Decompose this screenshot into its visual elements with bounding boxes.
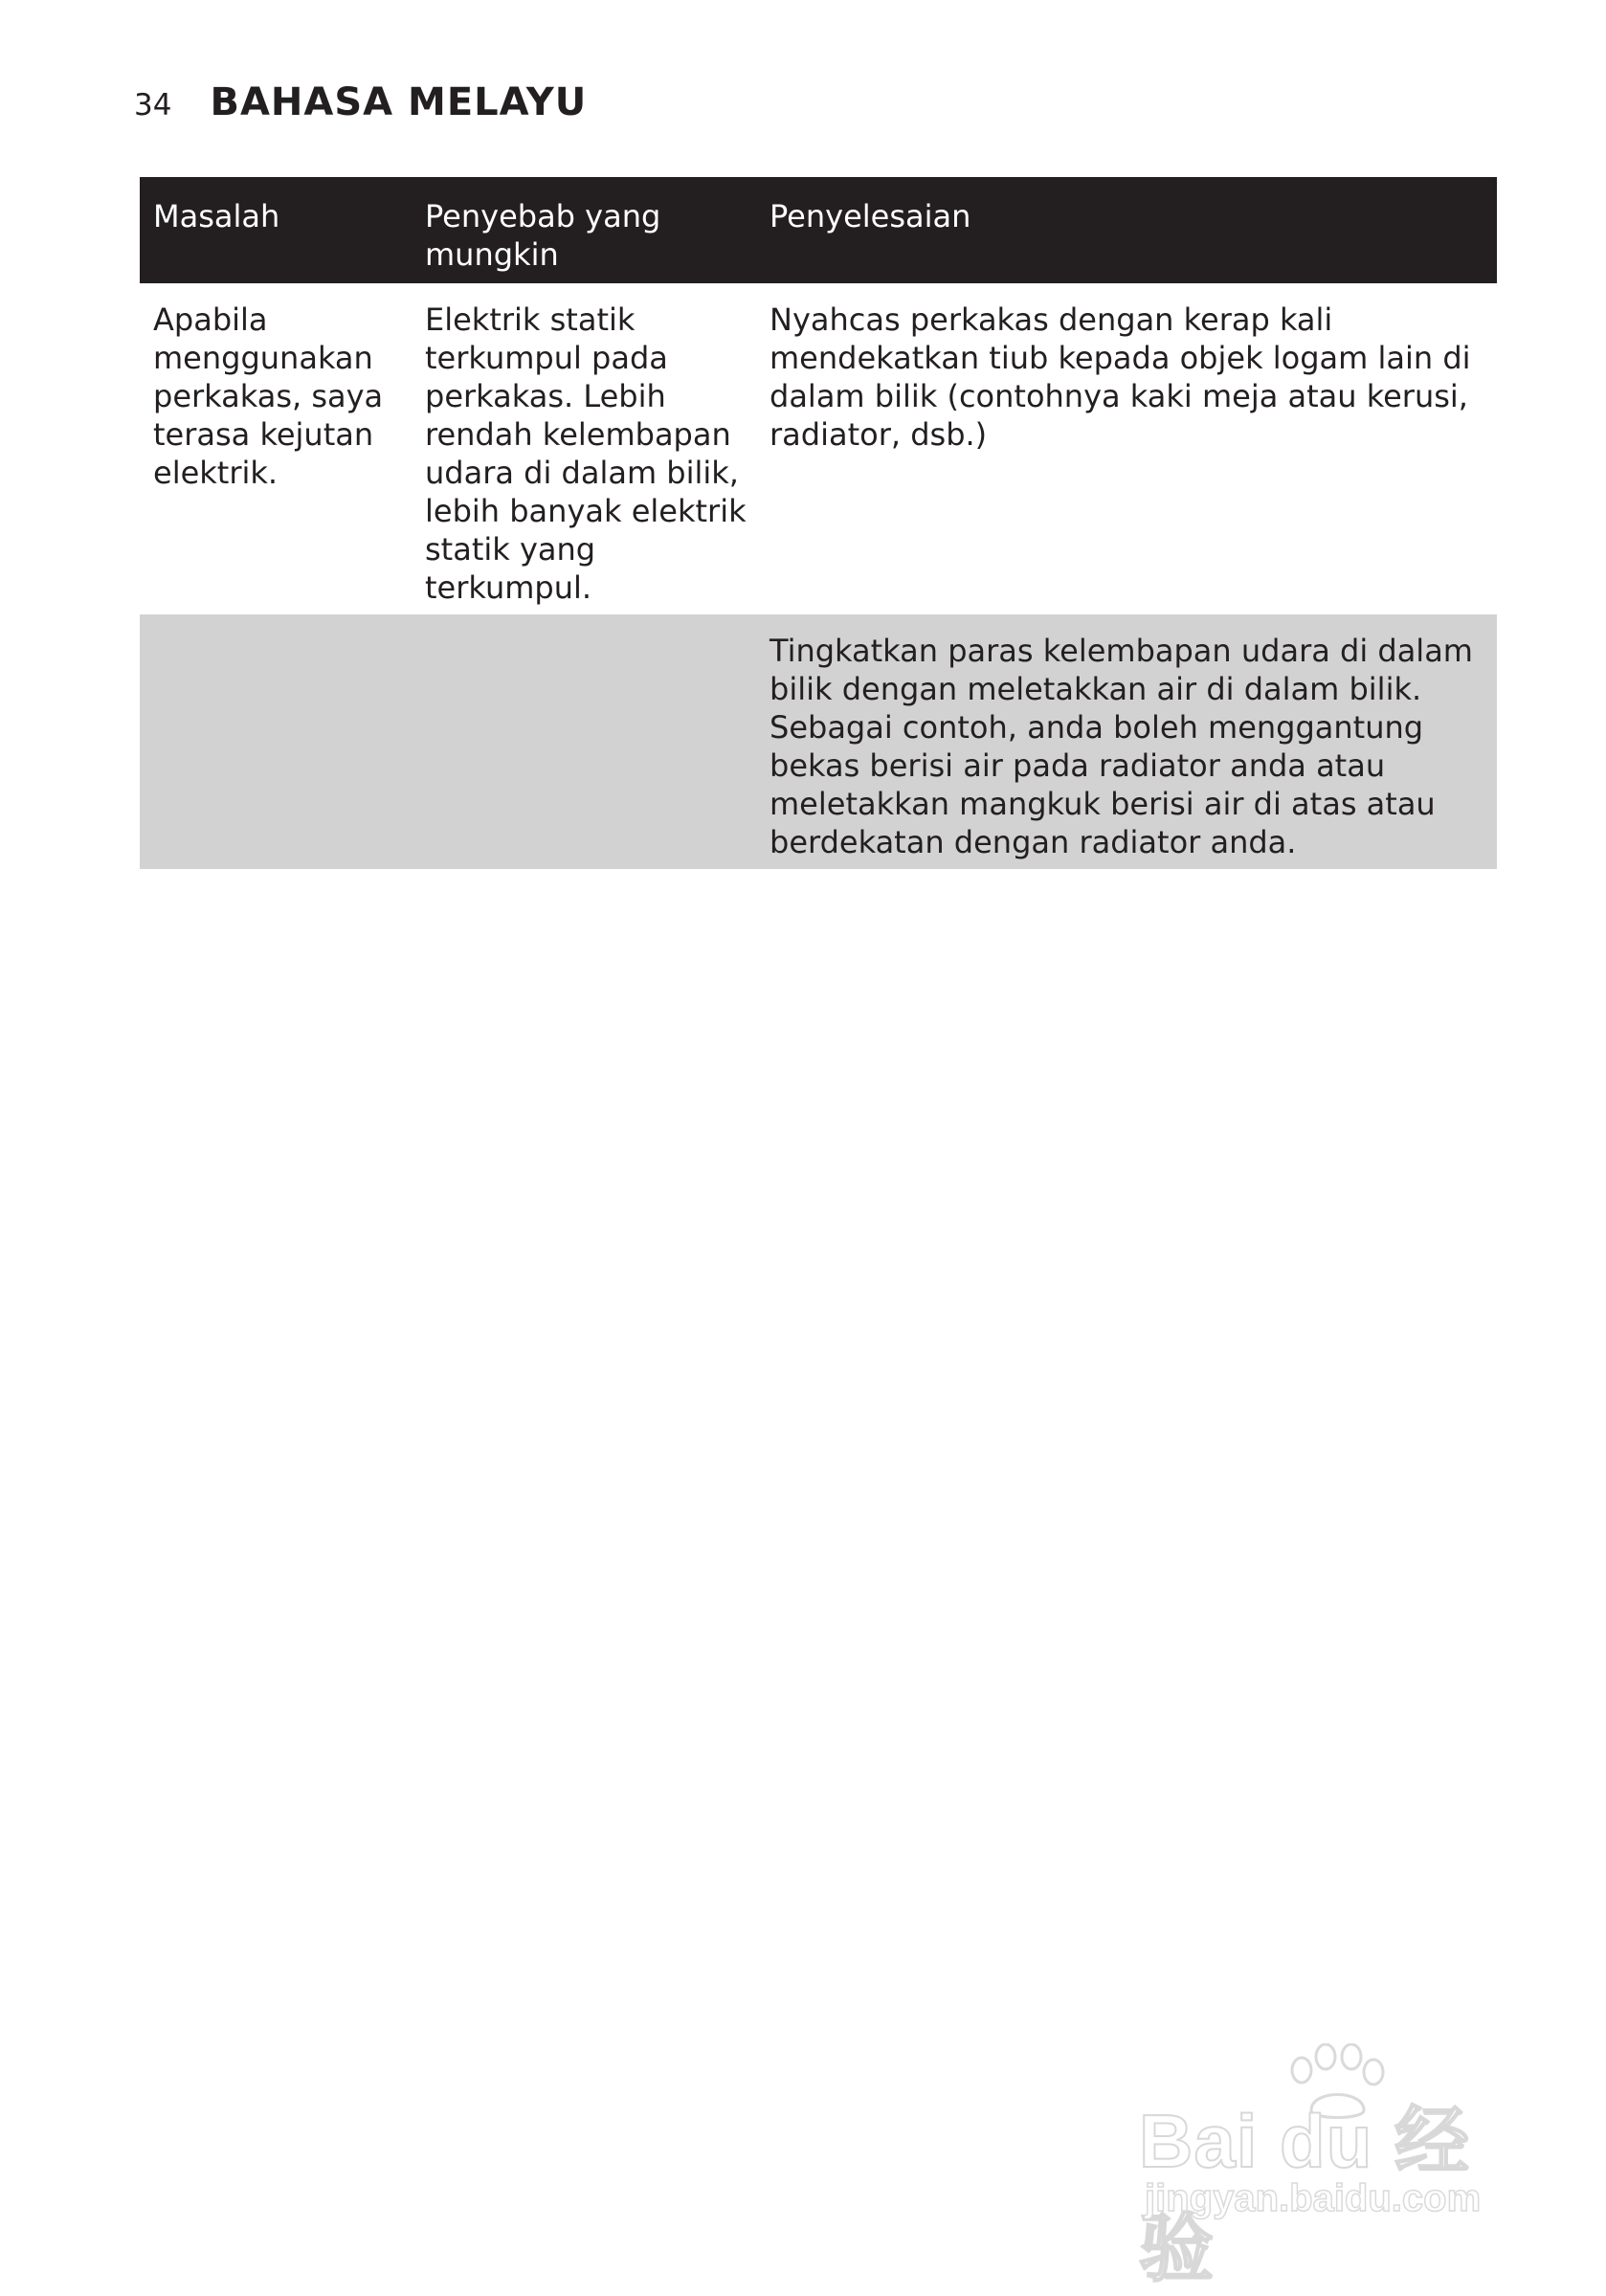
column-header-solution: Penyelesaian [756,177,1497,283]
cause-cell: Elektrik statik terkumpul pada perkakas. Lebih rendah kelembapan udara di dalam bilik, lebih banyak elektrik statik yang terkumpul. [425,301,747,606]
baidu-watermark [1139,2043,1522,2290]
column-header-cause: Penyebab yang mungkin [412,177,756,283]
problem-cell [140,614,412,869]
solution-cell: Tingkatkan paras kelembapan udara di dalam bilik dengan meletakkan air di dalam bilik. Sebagai contoh, anda boleh menggantung bekas berisi air pada radiator anda atau meletakkan mangkuk berisi air di atas atau berdekatan dengan radiator anda. [756,614,1497,869]
table-header [140,177,1497,283]
cause-cell [412,614,756,869]
watermark-url: jingyan.baidu.com [1145,2177,1482,2219]
troubleshooting-table [140,177,1497,869]
watermark-brand: Bai du 经验 [1139,2099,1471,2290]
column-header-problem: Masalah [140,177,412,283]
page-header [134,80,587,126]
table-row [140,614,1497,869]
solution-cell: Nyahcas perkakas dengan kerap kali mendekatkan tiub kepada objek logam lain di dalam bilik (contohnya kaki meja atau kerusi, radiator, dsb.) [770,301,1471,453]
page-number: 34 [134,88,172,123]
problem-cell: Apabila menggunakan perkakas, saya terasa kejutan elektrik. [153,301,384,491]
section-title: BAHASA MELAYU [210,80,588,124]
table-row [140,283,1497,614]
